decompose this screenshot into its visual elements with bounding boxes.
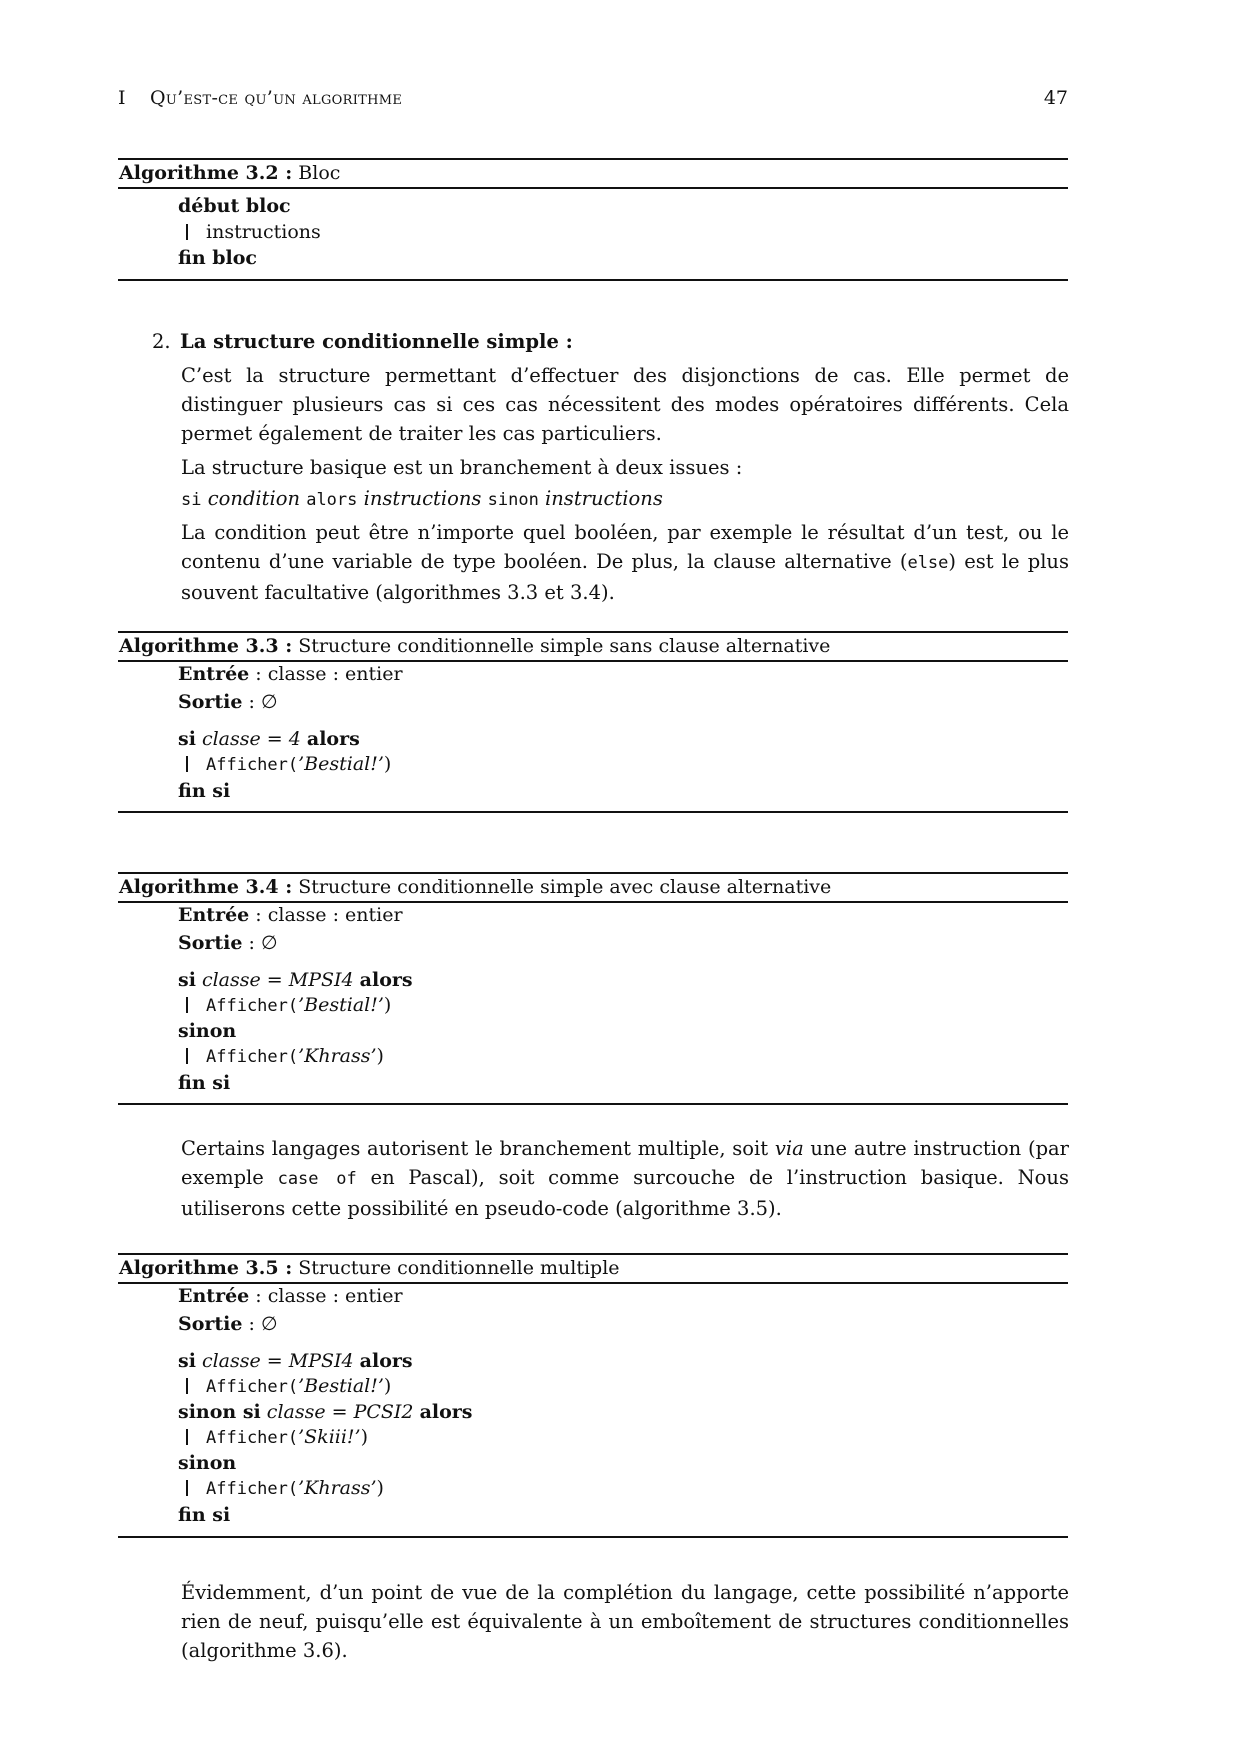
else-if-line: sinon si classe = PCSI2 alors — [178, 1401, 473, 1423]
algorithm-caption: Algorithme 3.5 : Structure conditionnelle multiple — [118, 1255, 1068, 1284]
algorithm-caption: Algorithme 3.3 : Structure conditionnelle simple sans clause alternative — [118, 633, 1068, 662]
syntax-line: si condition alors instructions sinon instructions — [181, 487, 663, 510]
algorithm-caption: Algorithme 3.4 : Structure conditionnelle simple avec clause alternative — [118, 874, 1068, 903]
page-number: 47 — [1043, 87, 1068, 109]
else-line: sinon — [178, 1020, 237, 1042]
running-header — [118, 87, 1068, 115]
end-if-line: fin si — [178, 1504, 231, 1526]
instruction-line: Afficher(’Bestial!’) — [178, 1375, 391, 1397]
instruction-line: Afficher(’Khrass’) — [178, 1477, 384, 1499]
input-line: Entrée : classe : entier — [178, 663, 403, 685]
output-line: Sortie : ∅ — [178, 691, 278, 713]
instruction-line: Afficher(’Bestial!’) — [178, 753, 391, 775]
instruction-line: Afficher(’Bestial!’) — [178, 994, 391, 1016]
paragraph-final: Évidemment, d’un point de vue de la complétion du langage, cette possibilité n’apporte rien de neuf, puisqu’elle est équivalente à un emboîtement de structures conditionnelles (algorithme 3.6). — [181, 1581, 1069, 1662]
begin-block: début bloc — [178, 195, 291, 217]
chapter-title: Qu’est-ce qu’un algorithme — [150, 87, 403, 109]
if-line: si classe = 4 alors — [178, 728, 360, 750]
algorithm-caption: Algorithme 3.2 : Bloc — [118, 160, 1068, 189]
end-block: fin bloc — [178, 247, 257, 269]
paragraph: La condition peut être n’importe quel booléen, par exemple le résultat d’un test, ou le contenu d’une variable de type booléen. De plus, la clause alternative (else) est le plus souvent facultative (algorithmes 3.3 et 3.4). — [181, 521, 1069, 604]
input-line: Entrée : classe : entier — [178, 1285, 403, 1307]
output-line: Sortie : ∅ — [178, 932, 278, 954]
algorithm-3-4 — [118, 872, 1068, 1105]
end-if-line: fin si — [178, 1072, 231, 1094]
section-heading: 2. La structure conditionnelle simple : — [152, 330, 573, 353]
part-number: I — [118, 87, 126, 109]
instruction-line: Afficher(’Khrass’) — [178, 1045, 384, 1067]
paragraph-multiple-branching: Certains langages autorisent le branchement multiple, soit via une autre instruction (par exemple case of en Pascal), soit comme surcouche de l’instruction basique. Nous utiliserons cette possibilité en pseudo-code (algorithme 3.5). — [181, 1137, 1070, 1220]
if-line: si classe = MPSI4 alors — [178, 1350, 413, 1372]
section-body — [181, 361, 1069, 607]
else-line: sinon — [178, 1452, 237, 1474]
if-line: si classe = MPSI4 alors — [178, 969, 413, 991]
algorithm-3-3 — [118, 631, 1068, 813]
output-line: Sortie : ∅ — [178, 1313, 278, 1335]
algorithm-3-5 — [118, 1253, 1068, 1538]
end-if-line: fin si — [178, 780, 231, 802]
block-instructions: instructions — [178, 221, 321, 243]
instruction-line: Afficher(’Skiii!’) — [178, 1426, 368, 1448]
algorithm-3-2 — [118, 158, 1068, 281]
input-line: Entrée : classe : entier — [178, 904, 403, 926]
paragraph: La structure basique est un branchement à deux issues : — [181, 456, 743, 479]
paragraph: C’est la structure permettant d’effectuer des disjonctions de cas. Elle permet de distinguer plusieurs cas si ces cas nécessitent des modes opératoires différents. Cela permet également de traiter les cas particuliers. — [181, 364, 1069, 445]
